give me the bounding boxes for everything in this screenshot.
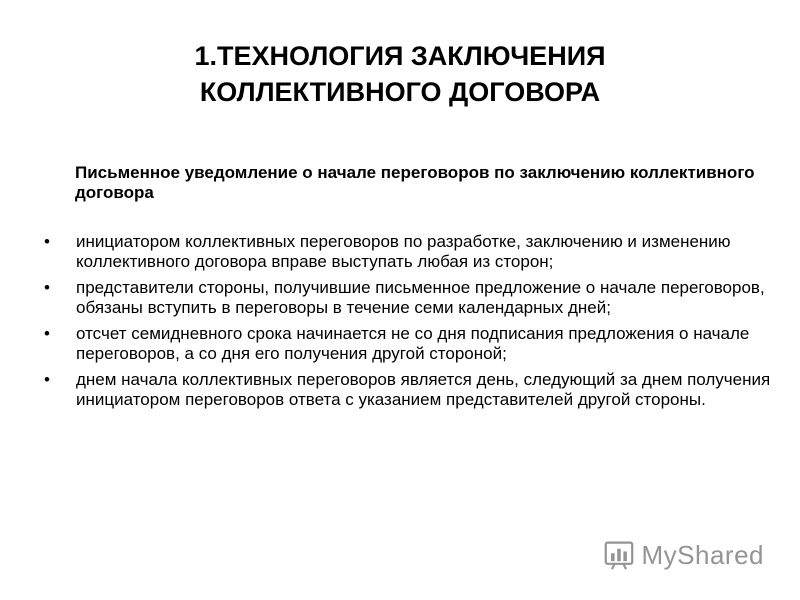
bullet-item xyxy=(42,370,782,409)
slide-subtitle: Письменное уведомление о начале переговоров по заключению коллективного договора xyxy=(75,163,755,202)
bullet-item xyxy=(42,232,782,271)
bullet-item xyxy=(42,278,782,317)
watermark-text: MyShared xyxy=(641,539,764,570)
bullet-marker: • xyxy=(44,324,50,343)
title-line-2: КОЛЛЕКТИВНОГО ДОГОВОРА xyxy=(199,77,601,107)
slide-title xyxy=(60,38,740,110)
bullet-marker: • xyxy=(44,370,50,389)
bullet-list xyxy=(42,232,782,416)
bullet-text: днем начала коллективных переговоров является день, следующий за днем получения инициатором переговоров ответа с указанием представителей другой стороны. xyxy=(76,370,771,409)
title-line-1: 1.ТЕХНОЛОГИЯ ЗАКЛЮЧЕНИЯ xyxy=(194,41,606,71)
bullet-marker: • xyxy=(44,278,50,297)
bullet-marker: • xyxy=(44,232,50,251)
bullet-item xyxy=(42,324,782,363)
watermark xyxy=(604,536,764,574)
bullet-text: представители стороны, получившие письменное предложение о начале переговоров, обязаны вступить в переговоры в течение семи календарных дней; xyxy=(76,278,765,317)
myshared-logo-icon xyxy=(604,537,638,573)
bullet-text: инициатором коллективных переговоров по разработке, заключению и изменению коллективного договора вправе выступать любая из сторон; xyxy=(76,232,731,271)
bullet-text: отсчет семидневного срока начинается не со дня подписания предложения о начале переговоров, а со дня его получения другой стороной; xyxy=(76,324,750,363)
